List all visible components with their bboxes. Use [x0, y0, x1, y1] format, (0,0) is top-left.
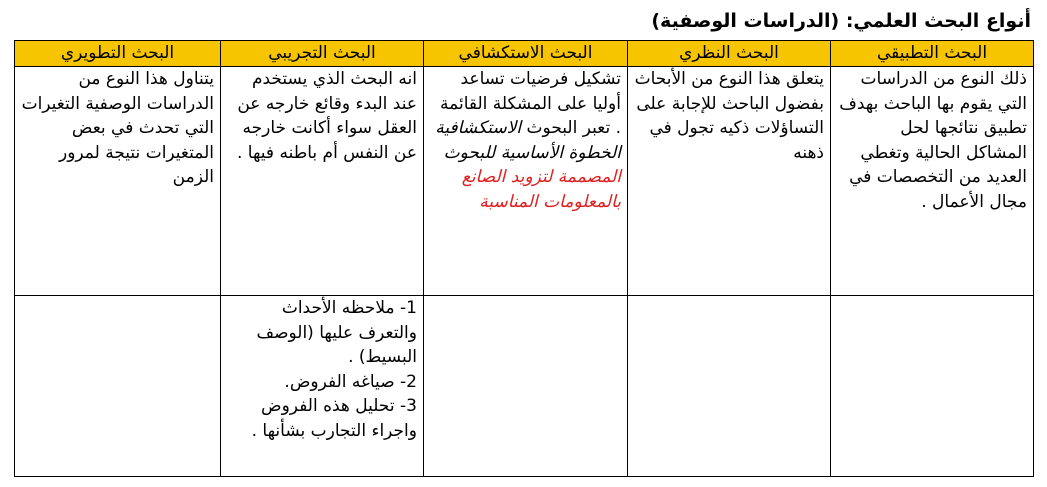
cell-developmental-steps	[15, 296, 221, 477]
header-experimental-research: البحث التجريبي	[221, 41, 424, 67]
cell-developmental-description: يتناول هذا النوع من الدراسات الوصفية التغيرات التي تحدث في بعض المتغيرات نتيجة لمرور الزمن	[15, 67, 221, 296]
cell-theoretical-steps	[628, 296, 831, 477]
header-applied-research: البحث التطبيقي	[831, 41, 1034, 67]
table-header-row	[15, 41, 1034, 67]
cell-exploratory-description	[424, 67, 628, 296]
table-row-descriptions	[15, 67, 1034, 296]
cell-experimental-description: انه البحث الذي يستخدم عند البدء وقائع خارجه عن العقل سواء أكانت خارجه عن النفس أم باطنه فيها .	[221, 67, 424, 296]
exploratory-text-red: المصممة لتزويد الصانع بالمعلومات المناسبة	[461, 167, 621, 212]
cell-applied-steps	[831, 296, 1034, 477]
page-title: أنواع البحث العلمي: (الدراسات الوصفية)	[651, 10, 1031, 32]
experimental-step-3: 3- تحليل هذه الفروض واجراء التجارب بشأنها .	[251, 396, 417, 441]
cell-applied-description: ذلك النوع من الدراسات التي يقوم بها الباحث بهدف تطبيق نتائجها لحل المشاكل الحالية وتغطي العديد من التخصصات في مجال الأعمال .	[831, 67, 1034, 296]
header-developmental-research: البحث التطويري	[15, 41, 221, 67]
cell-exploratory-steps	[424, 296, 628, 477]
table-row-steps	[15, 296, 1034, 477]
research-types-table	[14, 40, 1034, 477]
header-exploratory-research: البحث الاستكشافي	[424, 41, 628, 67]
experimental-step-2: 2- صياغه الفروض.	[284, 371, 417, 392]
exploratory-text-italic: الاستكشافية الخطوة الأساسية للبحوث	[435, 118, 621, 163]
exploratory-text-plain: تشكيل فرضيات تساعد أوليا على المشكلة القائمة . تعبر البحوث	[440, 69, 621, 139]
cell-experimental-steps	[221, 296, 424, 477]
cell-theoretical-description: يتعلق هذا النوع من الأبحاث بفضول الباحث للإجابة على التساؤلات ذكيه تجول في ذهنه	[628, 67, 831, 296]
header-theoretical-research: البحث النظري	[628, 41, 831, 67]
experimental-step-1: 1- ملاحظه الأحداث والتعرف عليها (الوصف البسيط) .	[256, 298, 417, 368]
